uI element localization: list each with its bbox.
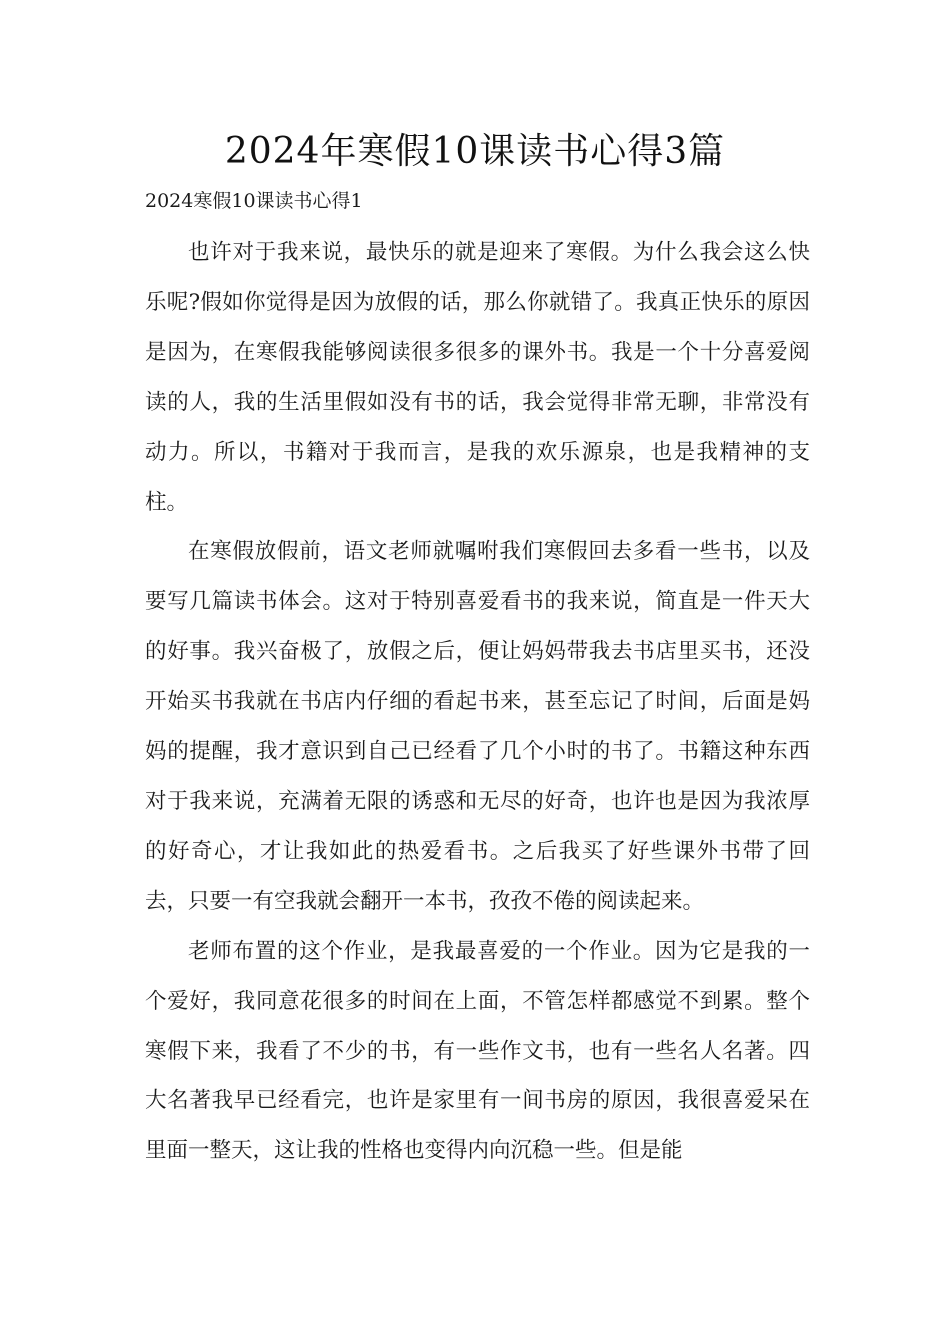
paragraph-1: 也许对于我来说，最快乐的就是迎来了寒假。为什么我会这么快乐呢?假如你觉得是因为放假的话，那么你就错了。我真正快乐的原因是因为，在寒假我能够阅读很多很多的课外书。我是一个十分喜爱阅读的人，我的生活里假如没有书的话，我会觉得非常无聊，非常没有动力。所以，书籍对于我而言，是我的欢乐源泉，也是我精神的支柱。	[145, 240, 810, 515]
document-body	[145, 228, 810, 1176]
paragraph-3: 老师布置的这个作业，是我最喜爱的一个作业。因为它是我的一个爱好，我同意花很多的时间在上面，不管怎样都感觉不到累。整个寒假下来，我看了不少的书，有一些作文书，也有一些名人名著。四大名著我早已经看完，也许是家里有一间书房的原因，我很喜爱呆在里面一整天，这让我的性格也变得内向沉稳一些。但是能	[145, 938, 810, 1164]
section-heading: 2024寒假10课读书心得1	[145, 190, 363, 212]
paragraph-2: 在寒假放假前，语文老师就嘱咐我们寒假回去多看一些书，以及要写几篇读书体会。这对于特别喜爱看书的我来说，简直是一件天大的好事。我兴奋极了，放假之后，便让妈妈带我去书店里买书，还没开始买书我就在书店内仔细的看起书来，甚至忘记了时间，后面是妈妈的提醒，我才意识到自己已经看了几个小时的书了。书籍这种东西对于我来说，充满着无限的诱惑和无尽的好奇，也许也是因为我浓厚的好奇心，才让我如此的热爱看书。之后我买了好些课外书带了回去，只要一有空我就会翻开一本书，孜孜不倦的阅读起来。	[145, 539, 810, 914]
document-title: 2024年寒假10课读书心得3篇	[224, 131, 726, 172]
